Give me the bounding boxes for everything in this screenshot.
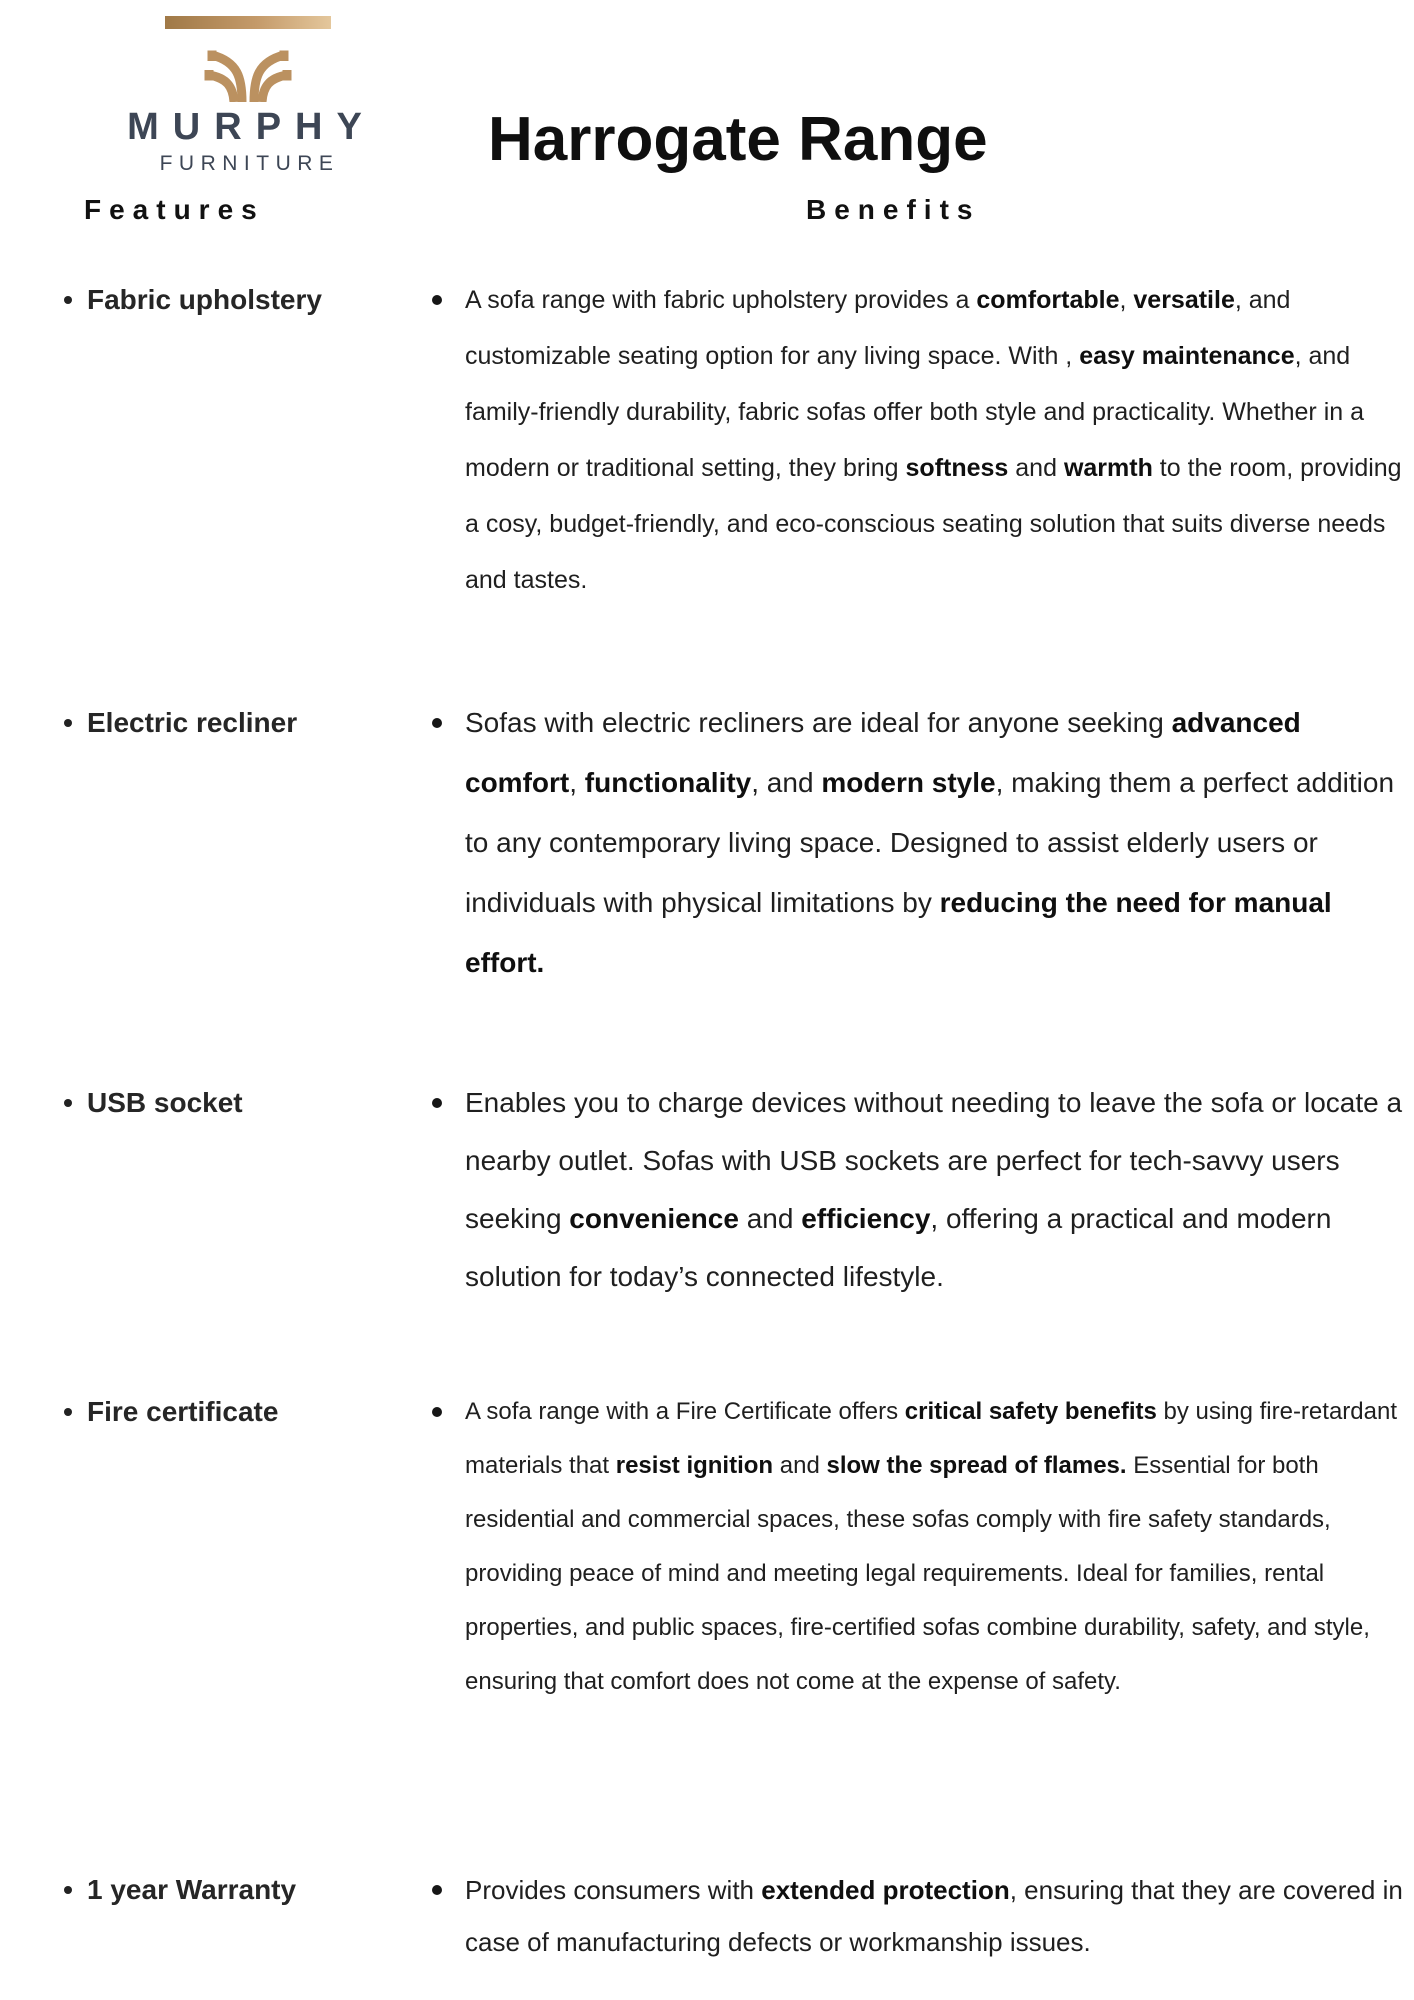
features-heading: Features [84,194,265,225]
bullet-icon [64,1408,72,1416]
feature-item [64,1074,243,1132]
bullet-icon [432,1885,442,1895]
feature-item [64,1864,296,1916]
logo-gradient-bar [165,16,331,29]
benefit-item [432,1074,1407,1306]
bullet-icon [432,1407,442,1417]
bullet-icon [432,1098,442,1108]
benefit-text: A sofa range with a Fire Certificate offers critical safety benefits by using fire-retardant materials that resist ignition and slow the spread of flames. Essential for both residential and commercial spaces, these sofas comply with fire safety standards, providing peace of mind and meeting legal requirements. Ideal for families, rental properties, and public spaces, fire-certified sofas combine durability, safety, and style, ensuring that comfort does not come at the expense of safety. [465,1398,1397,1695]
feature-item [64,693,297,753]
murphy-furniture-logo [98,16,398,176]
benefit-text: Sofas with electric recliners are ideal for anyone seeking advanced comfort, functionality, and modern style, making them a perfect addition to any contemporary living space. Designed to assist elderly users or individuals with physical limitations by reducing the need for manual effort. [465,707,1395,978]
bullet-icon [432,718,442,728]
bullet-icon [64,1886,72,1894]
benefit-item [432,1864,1407,1968]
benefit-text: Provides consumers with extended protection, ensuring that they are covered in case of manufacturing defects or workmanship issues. [465,1875,1403,1957]
feature-item [64,1385,278,1439]
benefit-text: Enables you to charge devices without needing to leave the sofa or locate a nearby outlet. Sofas with USB sockets are perfect for tech-savvy users seeking convenience and efficiency, offering a practical and modern solution for today’s connected lifestyle. [465,1087,1403,1292]
feature-label: Fabric upholstery [87,284,322,315]
murphy-monogram-icon [198,34,298,102]
benefits-heading: Benefits [806,194,981,225]
brand-name: MURPHY [127,106,376,148]
page-title: Harrogate Range [488,104,988,174]
bullet-icon [432,295,442,305]
benefit-text: A sofa range with fabric upholstery provides a comfortable, versatile, and customizable seating option for any living space. With , easy maintenance, and family-friendly durability, fabric sofas offer both style and practicality. Whether in a modern or traditional setting, they bring softness and warmth to the room, providing a cosy, budget-friendly, and eco-conscious seating solution that suits diverse needs and tastes. [465,286,1402,594]
benefit-item [432,1385,1407,1709]
feature-label: Electric recliner [87,707,298,738]
bullet-icon [64,719,72,727]
bullet-icon [64,1099,72,1107]
feature-item [64,272,322,328]
bullet-icon [64,296,72,304]
feature-label: USB socket [87,1087,243,1118]
benefit-item [432,693,1407,993]
brand-subtitle: FURNITURE [159,152,340,175]
feature-label: 1 year Warranty [87,1874,297,1905]
feature-label: Fire certificate [87,1396,279,1427]
benefit-item [432,272,1407,608]
